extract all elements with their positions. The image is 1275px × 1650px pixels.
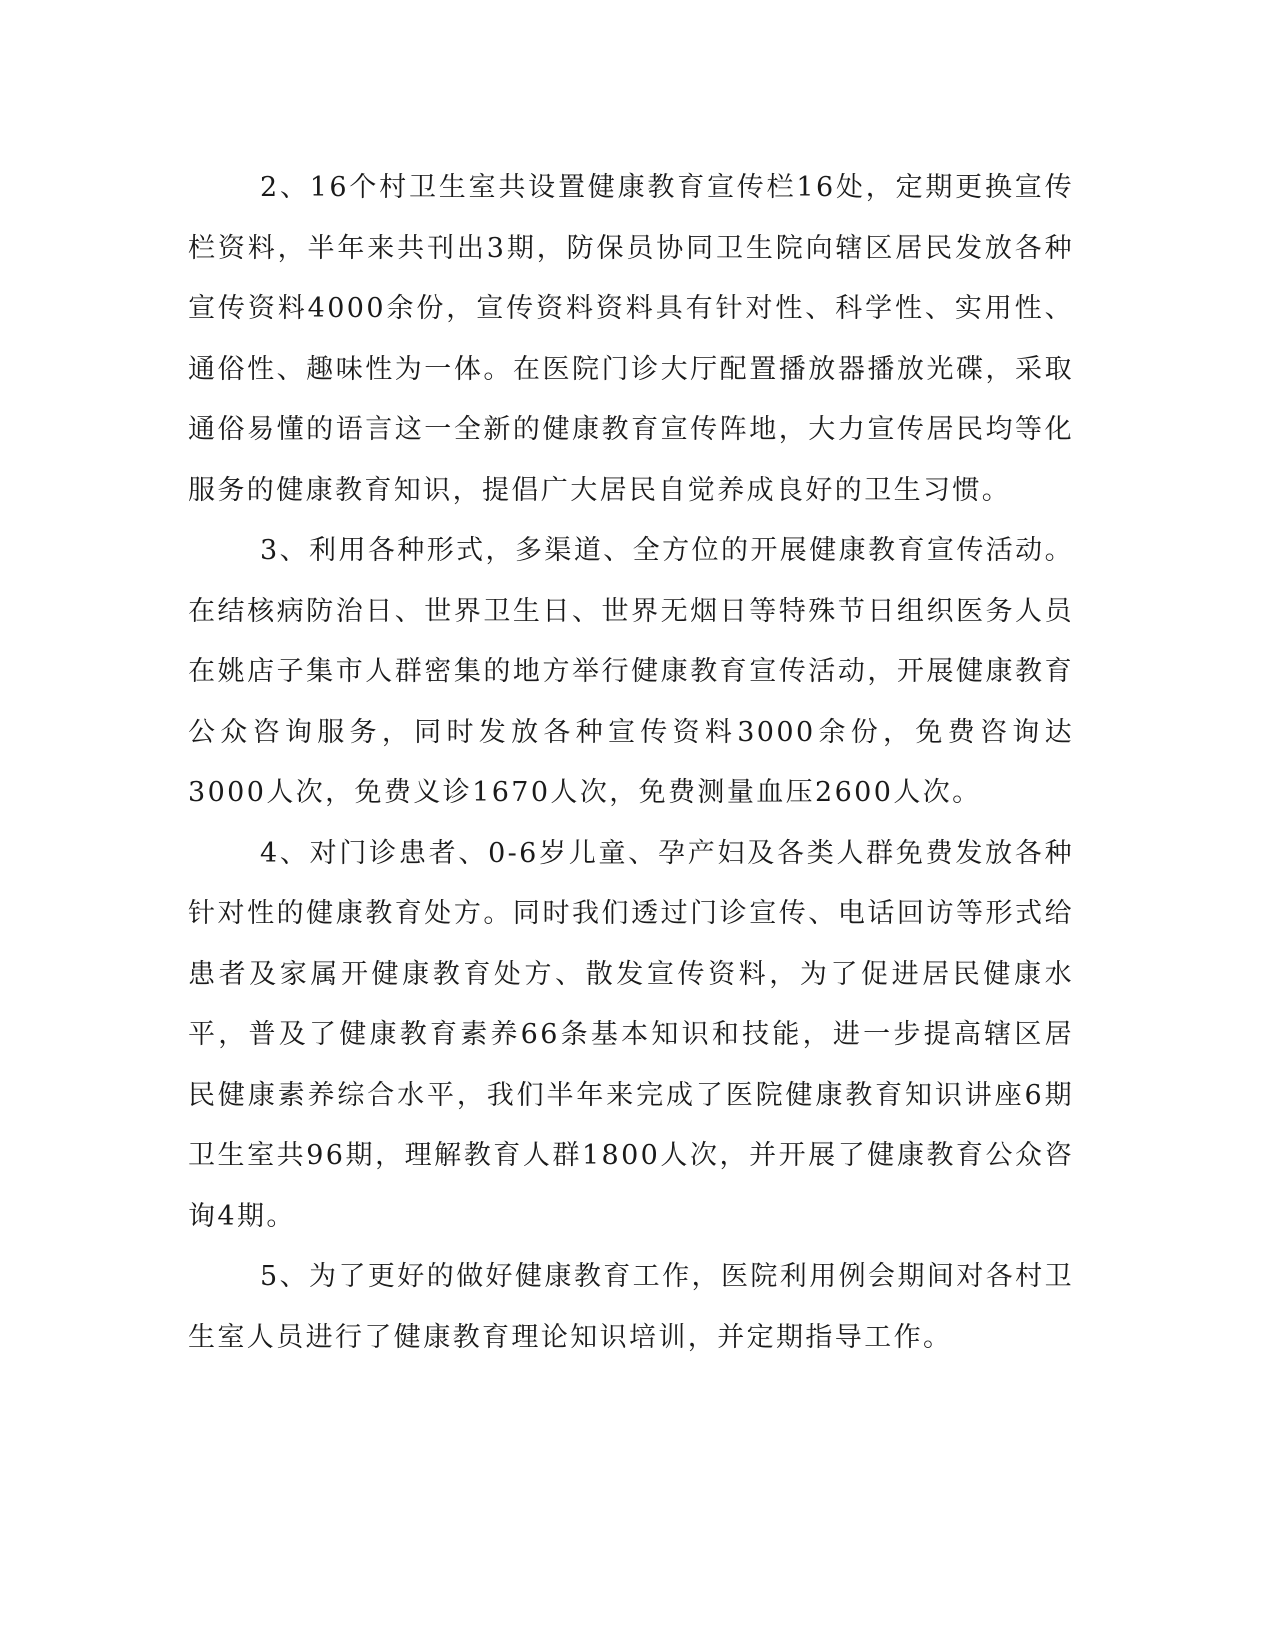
paragraph-item-4: 4、对门诊患者、0-6岁儿童、孕产妇及各类人群免费发放各种针对性的健康教育处方。同时我们透过门诊宣传、电话回访等形式给患者及家属开健康教育处方、散发宣传资料，为了促进居民健康水平，普及了健康教育素养66条基本知识和技能，进一步提高辖区居民健康素养综合水平，我们半年来完成了医院健康教育知识讲座6期卫生室共96期，理解教育人群1800人次，并开展了健康教育公众咨询4期。 — [188, 837, 1074, 1232]
paragraph-item-2: 2、16个村卫生室共设置健康教育宣传栏16处，定期更换宣传栏资料，半年来共刊出3期，防保员协同卫生院向辖区居民发放各种宣传资料4000余份，宣传资料资料具有针对性、科学性、实用性、通俗性、趣味性为一体。在医院门诊大厅配置播放器播放光碟，采取通俗易懂的语言这一全新的健康教育宣传阵地，大力宣传居民均等化服务的健康教育知识，提倡广大居民自觉养成良好的卫生习惯。 — [188, 172, 1074, 506]
paragraph-item-3: 3、利用各种形式，多渠道、全方位的开展健康教育宣传活动。在结核病防治日、世界卫生日、世界无烟日等特殊节日组织医务人员在姚店子集市人群密集的地方举行健康教育宣传活动，开展健康教育公众咨询服务，同时发放各种宣传资料3000余份，免费咨询达3000人次，免费义诊1670人次，免费测量血压2600人次。 — [188, 535, 1074, 808]
paragraph-item-5: 5、为了更好的做好健康教育工作，医院利用例会期间对各村卫生室人员进行了健康教育理论知识培训，并定期指导工作。 — [188, 1261, 1074, 1353]
document-body — [188, 158, 1074, 1368]
